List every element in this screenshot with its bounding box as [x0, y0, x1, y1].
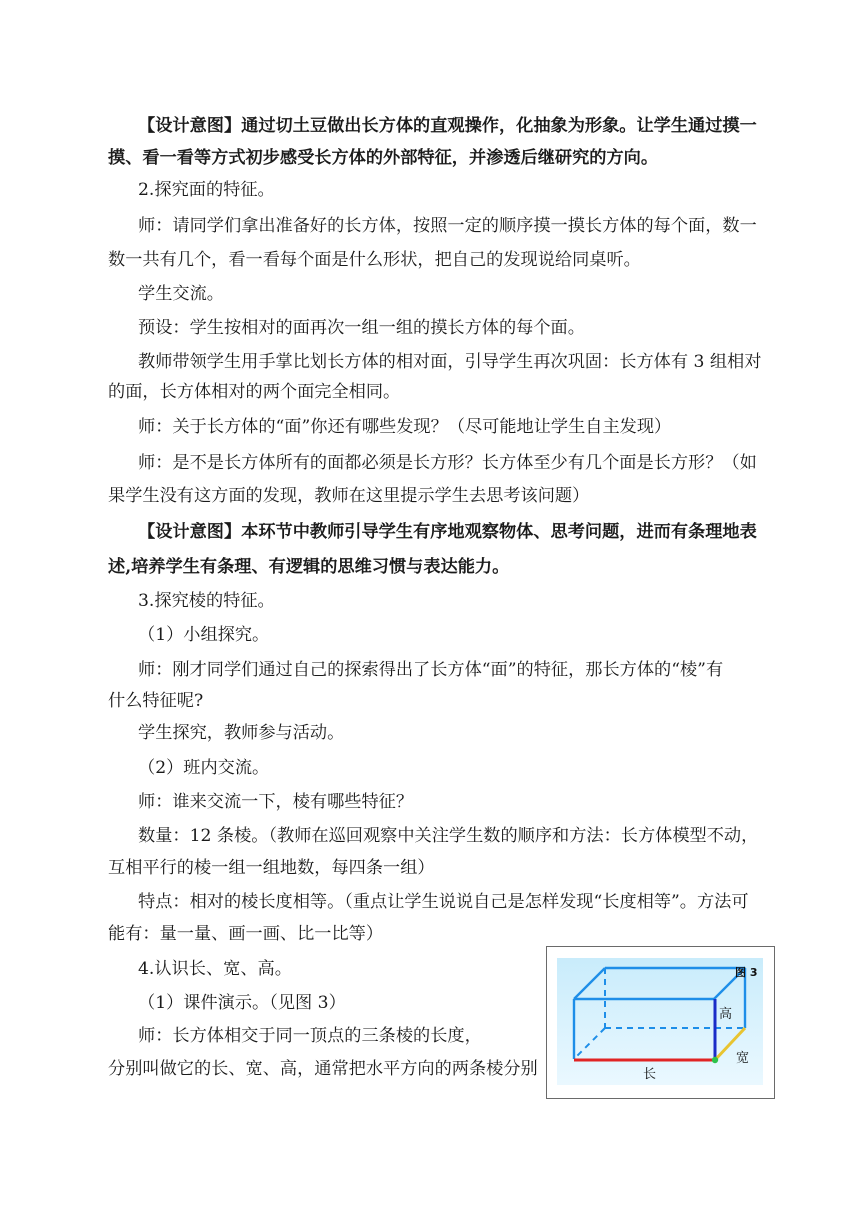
figure-caption: 图 3	[735, 966, 758, 979]
subsection-heading: （1）课件演示。（见图 3）	[138, 993, 346, 1013]
width-label: 宽	[736, 1051, 750, 1066]
paragraph-line: 能有：量一量、画一画、比一比等）	[108, 924, 384, 944]
length-label: 长	[643, 1067, 657, 1082]
vertex-dot	[712, 1057, 718, 1063]
paragraph-line: 师：刚才同学们通过自己的探索得出了长方体“面”的特征，那长方体的“棱”有	[138, 660, 724, 680]
design-intent-line-1: 【设计意图】通过切土豆做出长方体的直观操作，化抽象为形象。让学生通过摸一	[138, 116, 757, 136]
paragraph-line: 学生探究，教师参与活动。	[138, 723, 345, 743]
paragraph-line: 什么特征呢?	[108, 691, 204, 711]
paragraph-line: 数一共有几个，看一看每个面是什么形状，把自己的发现说给同桌听。	[108, 250, 641, 270]
paragraph-line: 学生交流。	[138, 284, 224, 304]
paragraph-line: 师：关于长方体的“面”你还有哪些发现？（尽可能地让学生自主发现）	[138, 417, 672, 437]
paragraph-line: 的面，长方体相对的两个面完全相同。	[108, 382, 401, 402]
paragraph-line: 预设：学生按相对的面再次一组一组的摸长方体的每个面。	[138, 318, 585, 338]
subsection-heading: （1）小组探究。	[138, 625, 270, 645]
cuboid-diagram	[547, 947, 774, 1098]
paragraph-line: 教师带领学生用手掌比划长方体的相对面，引导学生再次巩固：长方体有 3 组相对	[138, 352, 762, 372]
cuboid-figure	[546, 946, 775, 1099]
section-heading-dimensions: 4.认识长、宽、高。	[138, 959, 292, 979]
paragraph-line: 互相平行的棱一组一组地数，每四条一组）	[108, 858, 435, 878]
paragraph-line: 特点：相对的棱长度相等。（重点让学生说说自己是怎样发现“长度相等”。方法可	[138, 892, 749, 912]
design-intent-line-2: 摸、看一看等方式初步感受长方体的外部特征，并渗透后继研究的方向。	[108, 148, 659, 168]
paragraph-line: 师：是不是长方体所有的面都必须是长方形？长方体至少有几个面是长方形？（如	[138, 453, 757, 473]
paragraph-line: 师：长方体相交于同一顶点的三条棱的长度，	[138, 1026, 482, 1046]
design-intent-line-1: 【设计意图】本环节中教师引导学生有序地观察物体、思考问题，进而有条理地表	[138, 522, 757, 542]
paragraph-line: 数量：12 条棱。（教师在巡回观察中关注学生数的顺序和方法：长方体模型不动，	[138, 826, 759, 846]
height-label: 高	[719, 1007, 733, 1022]
subsection-heading: （2）班内交流。	[138, 758, 270, 778]
paragraph-line: 师：谁来交流一下，棱有哪些特征？	[138, 792, 414, 812]
section-heading-edges: 3.探究棱的特征。	[138, 591, 275, 611]
paragraph-line: 师：请同学们拿出准备好的长方体，按照一定的顺序摸一摸长方体的每个面，数一	[138, 216, 757, 236]
paragraph-line: 分别叫做它的长、宽、高，通常把水平方向的两条棱分别	[108, 1059, 538, 1079]
design-intent-line-2: 述,培养学生有条理、有逻辑的思维习惯与表达能力。	[108, 557, 510, 577]
paragraph-line: 果学生没有这方面的发现，教师在这里提示学生去思考该问题）	[108, 486, 590, 506]
figure-background	[557, 958, 763, 1085]
section-heading-faces: 2.探究面的特征。	[138, 180, 275, 200]
